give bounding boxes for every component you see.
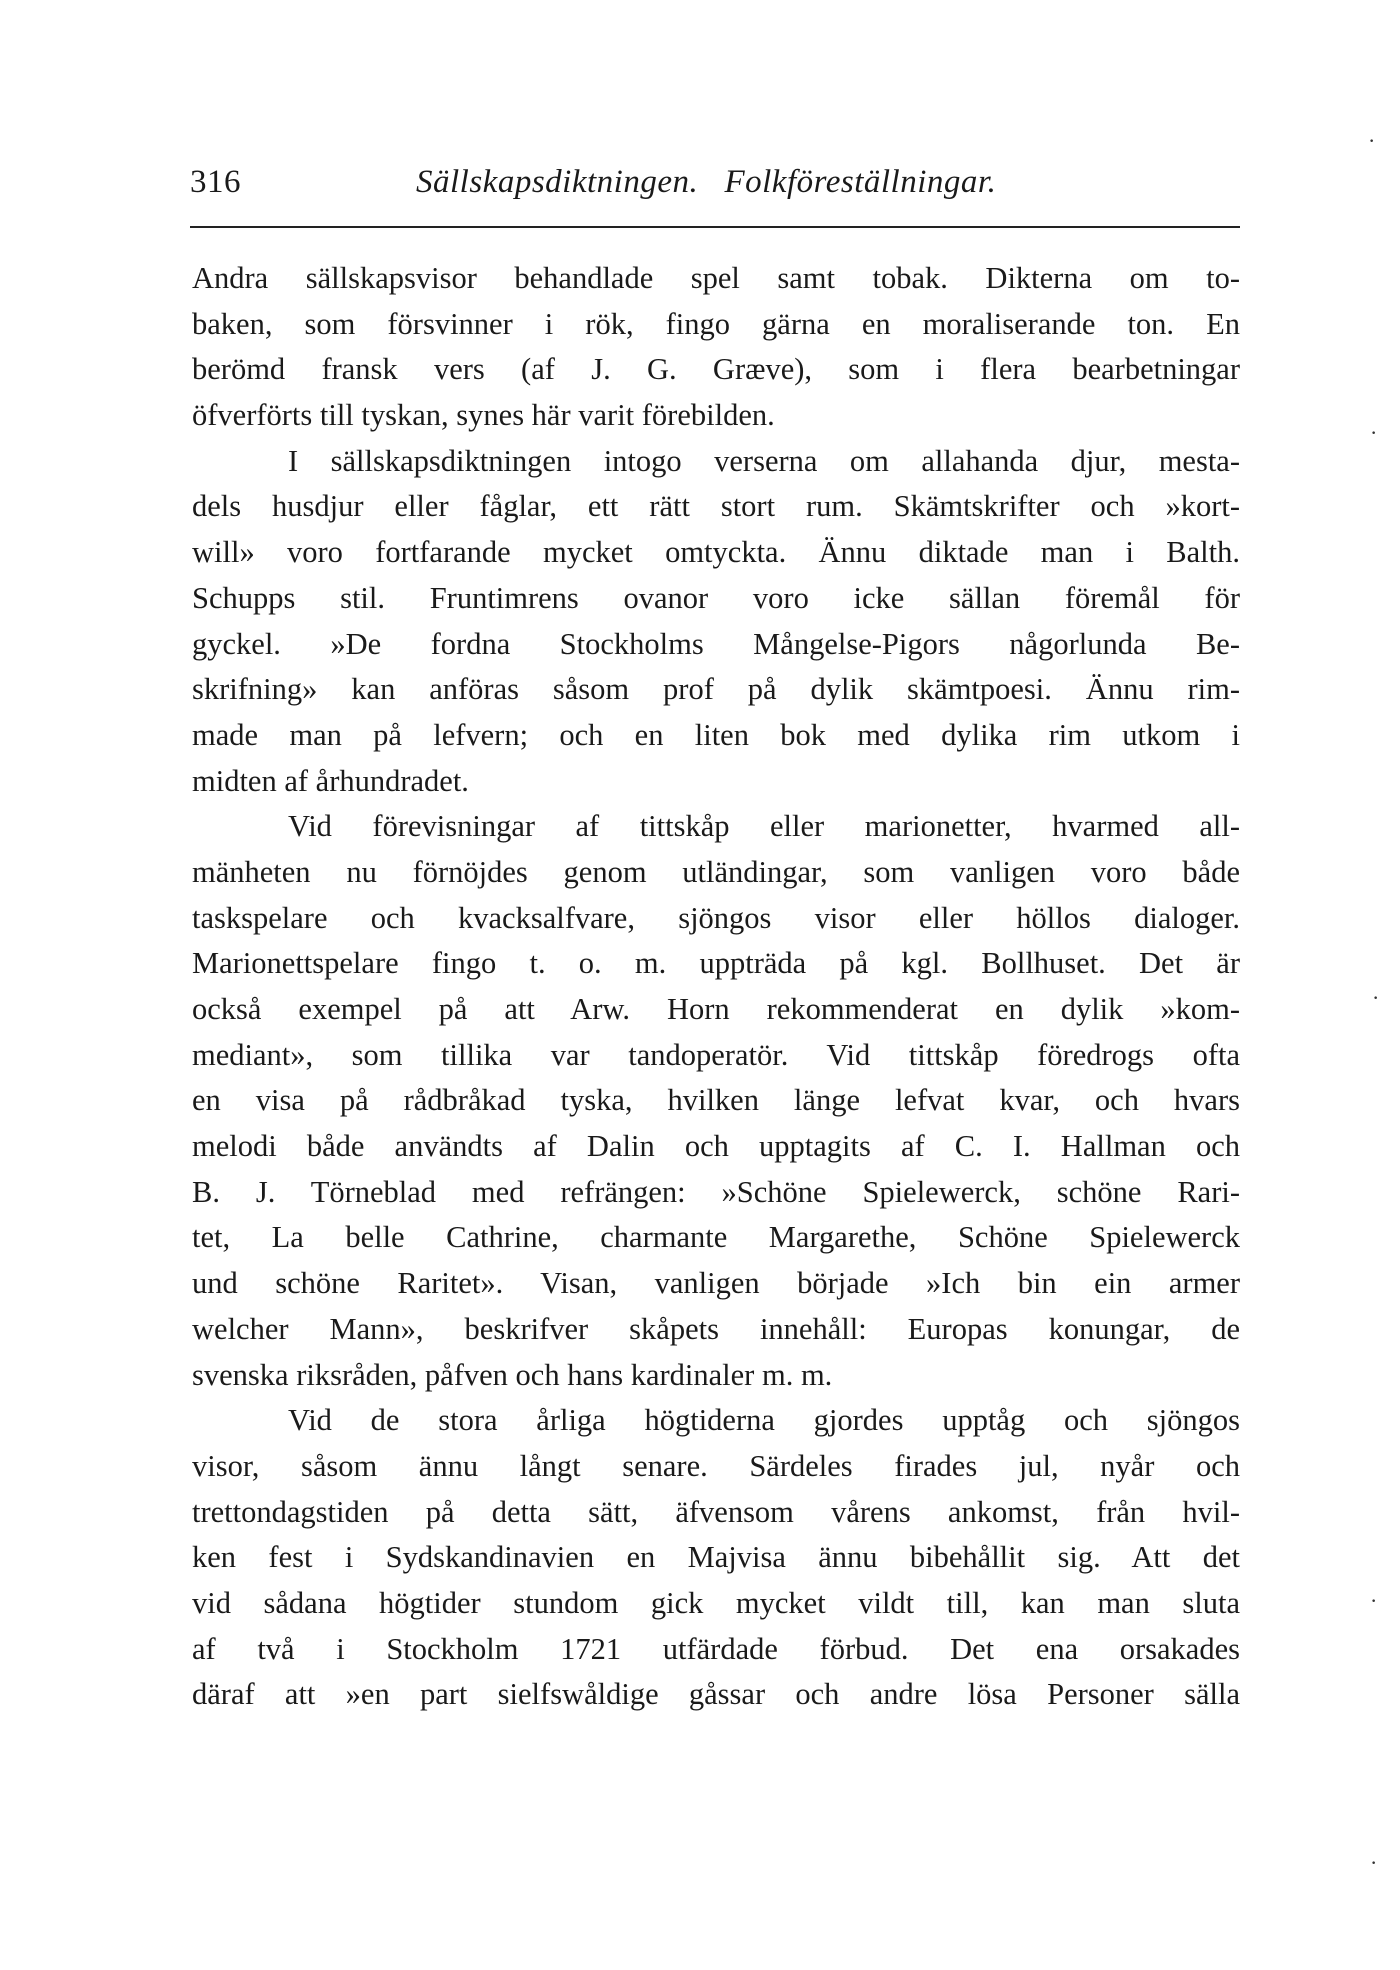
header-rule	[190, 226, 1240, 228]
text-line: däraf att »en part sielfswåldige gåssar och andre lösa Personer sälla	[192, 1677, 1240, 1712]
text-line: öfverförts till tyskan, synes här varit förebilden.	[192, 398, 775, 433]
body-text	[192, 256, 1240, 1718]
text-line: und schöne Raritet». Visan, vanligen började »Ich bin ein armer	[192, 1266, 1240, 1301]
text-line: dels husdjur eller fåglar, ett rätt stort rum. Skämtskrifter och »kort-	[192, 489, 1240, 524]
text-line: Marionettspelare fingo t. o. m. uppträda på kgl. Bollhuset. Det är	[192, 946, 1240, 981]
text-line: taskspelare och kvacksalfvare, sjöngos visor eller höllos dialoger.	[192, 900, 1240, 935]
margin-speck: ·	[1370, 1588, 1378, 1613]
text-line: också exempel på att Arw. Horn rekommenderat en dylik »kom-	[192, 992, 1240, 1026]
text-line: welcher Mann», beskrifver skåpets innehåll: Europas konungar, de	[192, 1311, 1240, 1346]
text-line: Andra sällskapsvisor behandlade spel samt tobak. Dikterna om to-	[192, 261, 1240, 295]
text-line: gyckel. »De fordna Stockholms Mångelse-Pigors någorlunda Be-	[192, 626, 1240, 661]
text-line: B. J. Törneblad med refrängen: »Schöne Spielewerck, schöne Rari-	[192, 1174, 1240, 1209]
text-line: made man på lefvern; och en liten bok med dylika rim utkom i	[192, 717, 1240, 752]
text-line: baken, som försvinner i rök, fingo gärna en moraliserande ton. En	[192, 306, 1240, 341]
text-line: mänheten nu förnöjdes genom utländingar, som vanligen voro både	[192, 854, 1240, 889]
running-title: Sällskapsdiktningen. Folkföreställningar.	[416, 164, 997, 200]
margin-speck: ·	[1370, 1850, 1378, 1875]
text-line: Vid förevisningar af tittskåp eller marionetter, hvarmed all-	[288, 809, 1240, 844]
text-line: midten af århundradet.	[192, 763, 469, 798]
text-line: Vid de stora årliga högtiderna gjordes upptåg och sjöngos	[288, 1403, 1240, 1438]
text-line: melodi både användts af Dalin och upptagits af C. I. Hallman och	[192, 1129, 1240, 1164]
text-line: af två i Stockholm 1721 utfärdade förbud. Det ena orsakades	[192, 1631, 1240, 1666]
text-line: vid sådana högtider stundom gick mycket vildt till, kan man sluta	[192, 1585, 1240, 1620]
text-line: Schupps stil. Fruntimrens ovanor voro icke sällan föremål för	[192, 580, 1240, 615]
text-line: ken fest i Sydskandinavien en Majvisa ännu bibehållit sig. Att det	[192, 1540, 1240, 1575]
text-line: trettondagstiden på detta sätt, äfvensom vårens ankomst, från hvil-	[192, 1494, 1240, 1529]
text-line: will» voro fortfarande mycket omtyckta. Ännu diktade man i Balth.	[192, 535, 1240, 570]
text-line: tet, La belle Cathrine, charmante Margarethe, Schöne Spielewerck	[192, 1220, 1240, 1255]
text-line: en visa på rådbråkad tyska, hvilken länge lefvat kvar, och hvars	[192, 1083, 1240, 1118]
text-line: visor, såsom ännu långt senare. Särdeles firades jul, nyår och	[192, 1448, 1240, 1483]
text-line: berömd fransk vers (af J. G. Græve), som i flera bearbetningar	[192, 352, 1240, 387]
text-line: svenska riksråden, påfven och hans kardinaler m. m.	[192, 1357, 833, 1392]
page-number: 316	[190, 164, 241, 200]
text-line: mediant», som tillika var tandoperatör. Vid tittskåp föredrogs ofta	[192, 1037, 1240, 1072]
text-line: skrifning» kan anföras såsom prof på dylik skämtpoesi. Ännu rim-	[192, 672, 1240, 707]
margin-speck: ·	[1368, 128, 1376, 153]
margin-speck: ·	[1372, 985, 1380, 1010]
margin-speck: ·	[1370, 420, 1378, 445]
page-header	[190, 160, 1240, 210]
text-line: I sällskapsdiktningen intogo verserna om allahanda djur, mesta-	[288, 443, 1240, 478]
